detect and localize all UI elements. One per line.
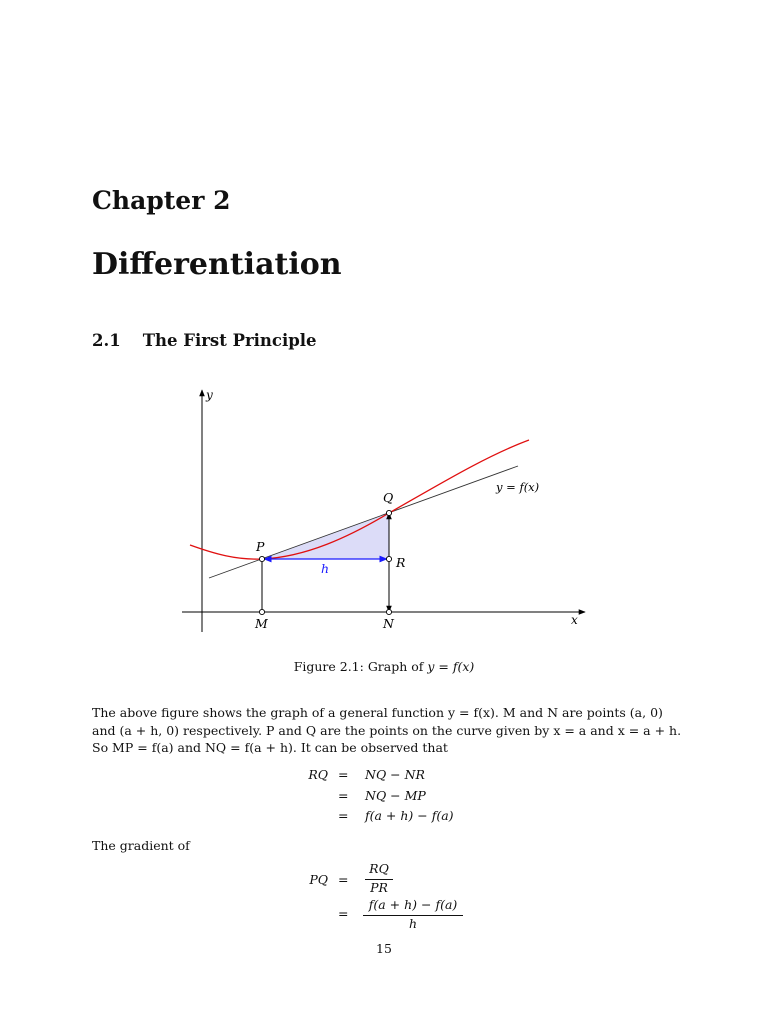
eq-pq-lhs-1: PQ [309,872,328,887]
point-q [386,510,391,515]
label-h: h [321,561,330,576]
body-line-3: So MP = f(a) and NQ = f(a + h). It can be observed that [92,740,448,755]
eq-rq-rel-1: = [338,767,349,782]
page-number: 15 [376,941,392,956]
section-number: 2.1 [92,331,121,350]
figure-caption-math: y = f(x) [427,659,475,674]
chapter-title: Differentiation [92,247,342,282]
eq-rq-rel-3: = [338,808,349,823]
eq-pq-rel-1: = [338,872,349,887]
section-title: The First Principle [142,331,317,350]
point-n [386,609,391,614]
eq-pq-num-1: RQ [369,861,389,876]
label-curve: y = f(x) [496,480,540,494]
point-p [259,556,264,561]
label-r: R [396,555,406,570]
label-n: N [383,616,394,631]
figure-caption-text: Figure 2.1: Graph of [293,659,428,674]
gradient-intro: The gradient of [92,838,190,853]
eq-pq-den-1: PR [370,880,388,895]
eq-pq-rel-2: = [338,906,349,921]
eq-rq-rhs-2: NQ − MP [365,788,426,803]
label-m: M [255,616,268,631]
eq-pq-den-2: h [408,916,418,931]
eq-rq-lhs-1: RQ [308,767,328,782]
eq-pq-num-2: f(a + h) − f(a) [368,897,458,912]
point-m [259,609,264,614]
eq-rq-rhs-1: NQ − NR [365,767,425,782]
eq-rq-rel-2: = [338,788,349,803]
figure-caption [0,659,768,674]
label-y-axis: y [206,388,213,402]
body-line-1: The above figure shows the graph of a general function y = f(x). M and N are points (a, 0) [92,705,663,720]
label-q: Q [383,490,394,505]
secant-line [209,466,518,578]
point-r [386,556,391,561]
label-x-axis: x [571,613,578,627]
label-p: P [256,539,265,554]
eq-rq-rhs-3: f(a + h) − f(a) [365,808,454,823]
body-paragraph [92,704,682,757]
chapter-label: Chapter 2 [92,186,231,215]
body-line-2: and (a + h, 0) respectively. P and Q are the points on the curve given by x = a and x = a + h. [92,722,682,738]
